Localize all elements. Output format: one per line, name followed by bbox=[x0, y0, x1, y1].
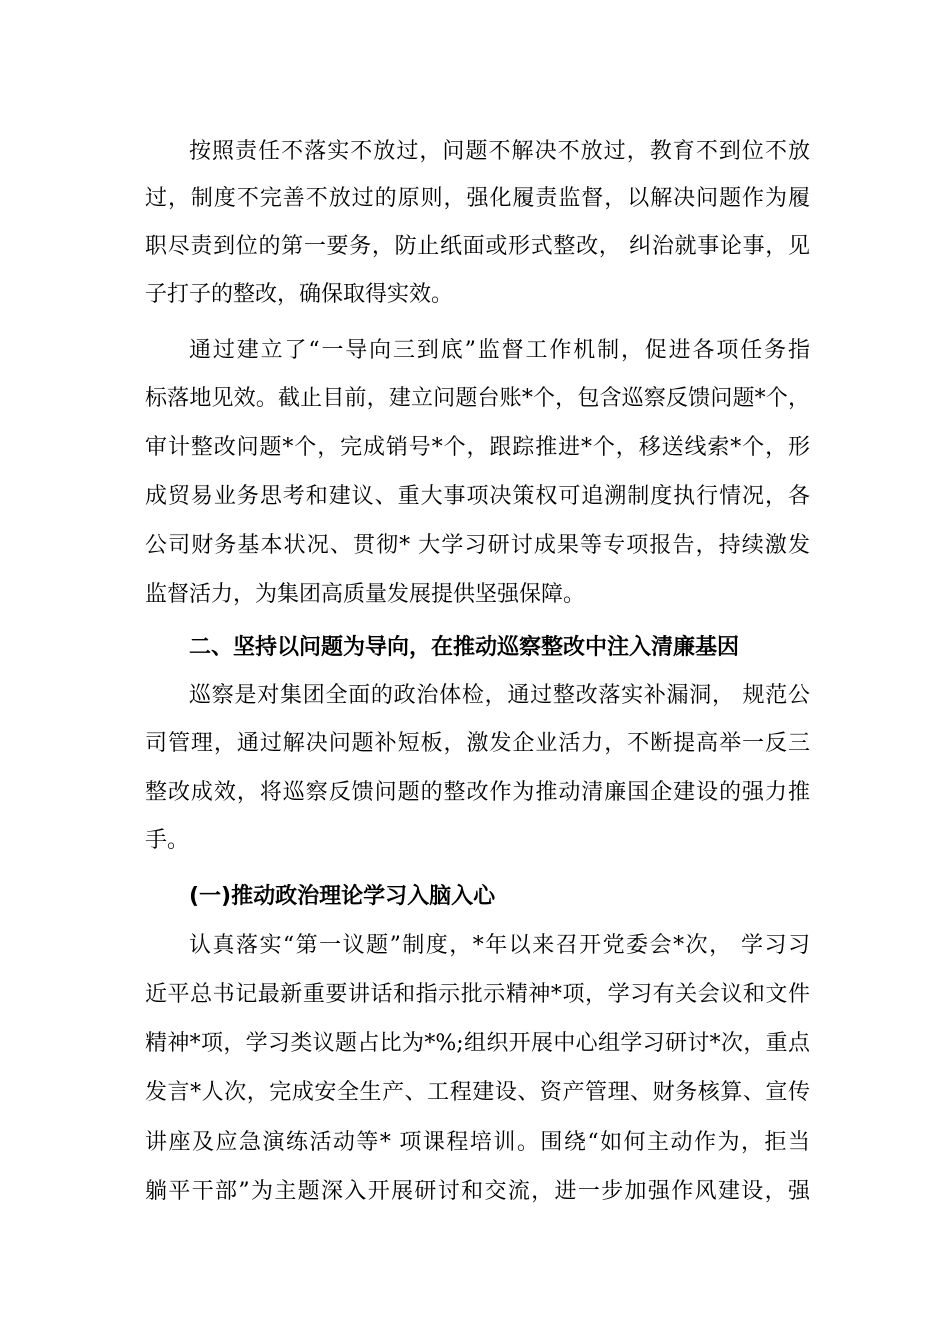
paragraph-line: 认真落实“第一议题”制度，*年以来召开党委会*次， 学习习 bbox=[189, 933, 810, 958]
paragraph-line: 职尽责到位的第一要务，防止纸面或形式整改， 纠治就事论事，见 bbox=[145, 234, 810, 259]
section-heading: 二、坚持以问题为导向，在推动巡察整改中注入清廉基因 bbox=[189, 635, 740, 660]
paragraph-line: 司管理，通过解决问题补短板，激发企业活力，不断提高举一反三 bbox=[145, 731, 810, 756]
paragraph-line: 过，制度不完善不放过的原则，强化履责监督，以解决问题作为履 bbox=[145, 186, 810, 211]
paragraph-line: 巡察是对集团全面的政治体检，通过整改落实补漏洞， 规范公 bbox=[189, 683, 810, 708]
paragraph-line: 标落地见效。截止目前，建立问题台账*个，包含巡察反馈问题*个， bbox=[145, 386, 810, 411]
paragraph-line: 通过建立了“一导向三到底”监督工作机制，促进各项任务指 bbox=[189, 338, 810, 363]
paragraph-line: 审计整改问题*个，完成销号*个，跟踪推进*个，移送线索*个，形 bbox=[145, 435, 810, 460]
paragraph-line: 子打子的整改，确保取得实效。 bbox=[145, 282, 454, 307]
paragraph-line: 精神*项，学习类议题占比为*%;组织开展中心组学习研讨*次，重点 bbox=[145, 1031, 810, 1056]
paragraph-line: 按照责任不落实不放过，问题不解决不放过，教育不到位不放 bbox=[189, 139, 810, 164]
paragraph-line: 发言*人次，完成安全生产、工程建设、资产管理、财务核算、宣传 bbox=[145, 1080, 810, 1105]
paragraph-line: 手。 bbox=[145, 828, 190, 853]
paragraph-line: 公司财务基本状况、贯彻* 大学习研讨成果等专项报告，持续激发 bbox=[145, 533, 810, 558]
paragraph-line: 整改成效，将巡察反馈问题的整改作为推动清廉国企建设的强力推 bbox=[145, 780, 810, 805]
subsection-heading: (一)推动政治理论学习入脑入心 bbox=[189, 884, 496, 909]
paragraph-line: 成贸易业务思考和建议、重大事项决策权可追溯制度执行情况，各 bbox=[145, 484, 810, 509]
paragraph-line: 讲座及应急演练活动等* 项课程培训。围绕“如何主动作为，拒当 bbox=[145, 1130, 810, 1155]
paragraph-line: 监督活力，为集团高质量发展提供坚强保障。 bbox=[145, 582, 586, 607]
paragraph-line: 躺平干部”为主题深入开展研讨和交流，进一步加强作风建设，强 bbox=[145, 1179, 810, 1204]
paragraph-line: 近平总书记最新重要讲话和指示批示精神*项，学习有关会议和文件 bbox=[145, 982, 810, 1007]
